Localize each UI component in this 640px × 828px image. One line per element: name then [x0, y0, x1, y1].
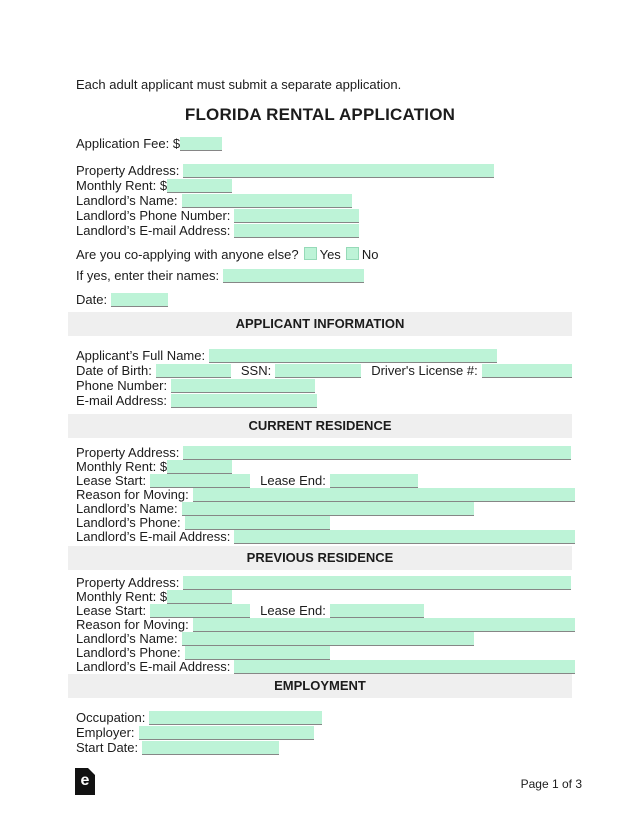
coapplying-yes-label: Yes [319, 247, 341, 262]
applicant-email-row [68, 393, 572, 408]
monthly-rent-label: Monthly Rent: $ [76, 178, 168, 193]
ssn-label: SSN: [240, 363, 272, 378]
ssn-field[interactable] [275, 364, 361, 378]
previous-landlord-email-row [68, 660, 572, 674]
previous-landlord-email-field[interactable] [234, 660, 575, 674]
current-landlord-name-row [68, 502, 572, 516]
current-reason-row [68, 488, 572, 502]
landlord-phone-field[interactable] [234, 209, 359, 223]
eforms-logo [75, 768, 95, 795]
previous-lease-row [68, 604, 572, 618]
current-lease-start-field[interactable] [150, 474, 250, 488]
applicant-email-field[interactable] [171, 394, 317, 408]
page-number: Page 1 of 3 [520, 777, 582, 791]
section-heading-current-residence: CURRENT RESIDENCE [68, 414, 572, 438]
previous-monthly-rent-field[interactable] [167, 590, 232, 604]
landlord-name-field[interactable] [182, 194, 352, 208]
coapplying-no-label: No [361, 247, 379, 262]
application-fee-row [68, 136, 572, 151]
applicant-full-name-row [68, 348, 572, 363]
previous-reason-field[interactable] [193, 618, 575, 632]
coapplicant-names-row [68, 268, 572, 283]
property-address-label: Property Address: [76, 163, 180, 178]
date-label: Date: [76, 292, 108, 307]
previous-landlord-email-label: Landlord’s E-mail Address: [76, 659, 231, 674]
previous-reason-row [68, 618, 572, 632]
previous-reason-label: Reason for Moving: [76, 617, 189, 632]
current-monthly-rent-field[interactable] [167, 460, 232, 474]
current-lease-end-label: Lease End: [260, 473, 326, 488]
instruction-note: Each adult applicant must submit a separate application. [76, 77, 402, 92]
start-date-row [68, 740, 572, 755]
landlord-name-label: Landlord’s Name: [76, 193, 178, 208]
current-reason-label: Reason for Moving: [76, 487, 189, 502]
monthly-rent-field[interactable] [167, 179, 232, 193]
current-landlord-phone-field[interactable] [185, 516, 330, 530]
property-address-field[interactable] [183, 164, 494, 178]
occupation-label: Occupation: [76, 710, 146, 725]
section-heading-applicant-information: APPLICANT INFORMATION [68, 312, 572, 336]
previous-residence-block [68, 576, 572, 674]
previous-property-address-row [68, 576, 572, 590]
current-lease-row [68, 474, 572, 488]
current-landlord-phone-row [68, 516, 572, 530]
current-landlord-email-field[interactable] [234, 530, 575, 544]
current-landlord-email-label: Landlord’s E-mail Address: [76, 529, 231, 544]
landlord-phone-row [68, 208, 572, 223]
section-heading-employment: EMPLOYMENT [68, 674, 572, 698]
previous-lease-end-field[interactable] [330, 604, 424, 618]
application-fee-field[interactable] [180, 137, 222, 151]
coapplicant-names-field[interactable] [223, 269, 364, 283]
date-field[interactable] [111, 293, 168, 307]
current-lease-start-label: Lease Start: [76, 473, 147, 488]
applicant-information-block [68, 348, 572, 408]
current-reason-field[interactable] [193, 488, 575, 502]
current-property-address-label: Property Address: [76, 445, 180, 460]
employer-row [68, 725, 572, 740]
previous-landlord-phone-label: Landlord’s Phone: [76, 645, 181, 660]
landlord-email-row [68, 223, 572, 238]
landlord-phone-label: Landlord’s Phone Number: [76, 208, 231, 223]
previous-landlord-phone-field[interactable] [185, 646, 330, 660]
employer-label: Employer: [76, 725, 135, 740]
previous-landlord-name-row [68, 632, 572, 646]
start-date-field[interactable] [142, 741, 279, 755]
current-property-address-field[interactable] [183, 446, 571, 460]
section-heading-previous-residence: PREVIOUS RESIDENCE [68, 546, 572, 570]
coapplying-no-checkbox[interactable] [346, 247, 359, 260]
landlord-email-field[interactable] [234, 224, 359, 238]
current-landlord-email-row [68, 530, 572, 544]
current-landlord-phone-label: Landlord’s Phone: [76, 515, 181, 530]
date-of-birth-label: Date of Birth: [76, 363, 152, 378]
coapplying-row [68, 247, 572, 262]
monthly-rent-row [68, 178, 572, 193]
landlord-name-row [68, 193, 572, 208]
current-monthly-rent-row [68, 460, 572, 474]
previous-lease-start-label: Lease Start: [76, 603, 147, 618]
form-content [68, 0, 572, 755]
applicant-phone-field[interactable] [171, 379, 315, 393]
previous-landlord-name-label: Landlord’s Name: [76, 631, 178, 646]
previous-landlord-name-field[interactable] [182, 632, 474, 646]
applicant-full-name-label: Applicant’s Full Name: [76, 348, 206, 363]
previous-monthly-rent-row [68, 590, 572, 604]
occupation-row [68, 710, 572, 725]
coapplicant-names-label: If yes, enter their names: [76, 268, 220, 283]
employment-block [68, 710, 572, 755]
previous-monthly-rent-label: Monthly Rent: $ [76, 589, 168, 604]
application-fee-label: Application Fee: $ [76, 136, 181, 151]
eforms-logo-letter: e [80, 772, 90, 789]
current-landlord-name-label: Landlord’s Name: [76, 501, 178, 516]
landlord-email-label: Landlord’s E-mail Address: [76, 223, 231, 238]
previous-landlord-phone-row [68, 646, 572, 660]
previous-property-address-label: Property Address: [76, 575, 180, 590]
drivers-license-label: Driver's License #: [371, 363, 478, 378]
current-residence-block [68, 446, 572, 544]
applicant-full-name-field[interactable] [209, 349, 497, 363]
rental-property-block [68, 163, 572, 238]
coapplying-question: Are you co-applying with anyone else? [76, 247, 299, 262]
current-landlord-name-field[interactable] [182, 502, 474, 516]
occupation-field[interactable] [149, 711, 322, 725]
property-address-row [68, 163, 572, 178]
previous-property-address-field[interactable] [183, 576, 571, 590]
applicant-phone-row [68, 378, 572, 393]
current-monthly-rent-label: Monthly Rent: $ [76, 459, 168, 474]
previous-lease-start-field[interactable] [150, 604, 250, 618]
employer-field[interactable] [139, 726, 314, 740]
page-title: FLORIDA RENTAL APPLICATION [184, 105, 456, 124]
date-of-birth-field[interactable] [156, 364, 231, 378]
previous-lease-end-label: Lease End: [260, 603, 326, 618]
applicant-email-label: E-mail Address: [76, 393, 168, 408]
date-row [68, 292, 572, 307]
dob-ssn-license-row [68, 363, 572, 378]
current-property-address-row [68, 446, 572, 460]
drivers-license-field[interactable] [482, 364, 572, 378]
applicant-phone-label: Phone Number: [76, 378, 168, 393]
current-lease-end-field[interactable] [330, 474, 418, 488]
start-date-label: Start Date: [76, 740, 139, 755]
coapplying-yes-checkbox[interactable] [304, 247, 317, 260]
